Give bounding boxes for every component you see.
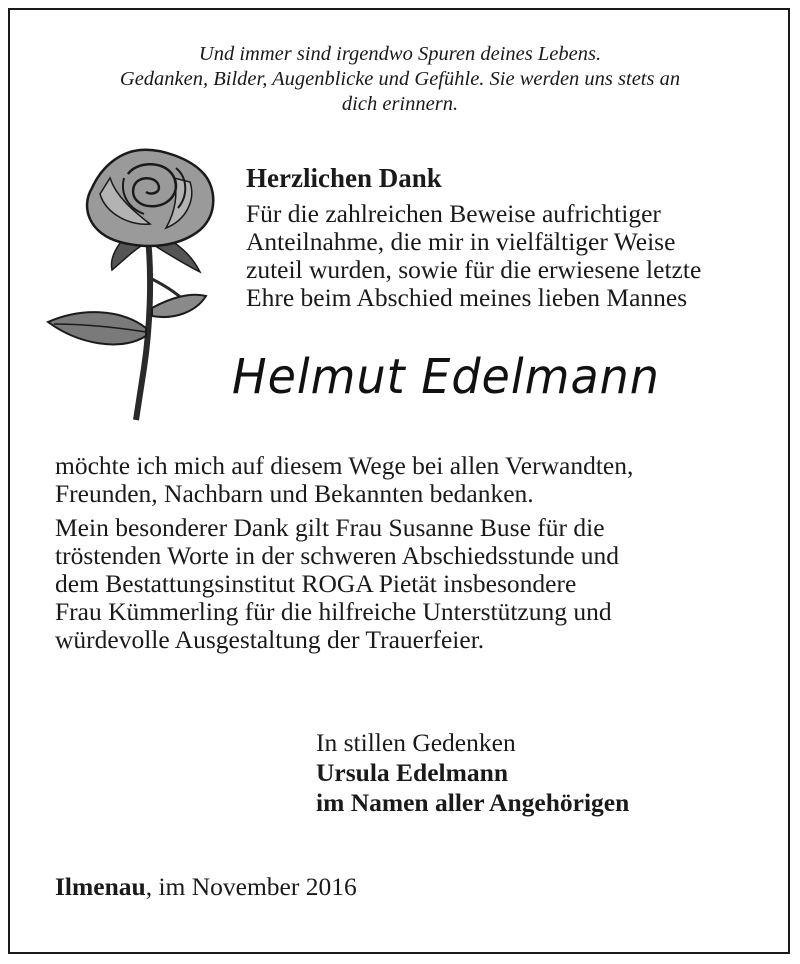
- body-line: würdevolle Ausgestaltung der Trauerfeier.: [55, 625, 485, 654]
- place-date: [55, 872, 357, 902]
- body-line: tröstenden Worte in der schweren Abschiedsstunde und: [55, 541, 620, 570]
- body-line: dem Bestattungsinstitut ROGA Pietät insbesondere: [55, 569, 577, 598]
- closing-block: [316, 728, 629, 818]
- rose-icon: [40, 138, 240, 423]
- motto: [40, 42, 760, 117]
- motto-line: Gedanken, Bilder, Augenblicke und Gefühle. Sie werden uns stets an: [119, 68, 681, 90]
- thanks-line: Ehre beim Abschied meines lieben Mannes: [246, 283, 688, 312]
- deceased-name: Helmut Edelmann: [232, 347, 660, 405]
- body-paragraph-1: [55, 452, 633, 508]
- body-line: Frau Kümmerling für die hilfreiche Unterstützung und: [55, 597, 612, 626]
- thanks-text: [246, 200, 701, 312]
- signer-name: Ursula Edelmann: [316, 758, 508, 787]
- date: , im November 2016: [145, 872, 357, 901]
- closing-relatives: im Namen aller Angehörigen: [316, 788, 630, 817]
- body-paragraph-2: [55, 514, 619, 654]
- thanks-line: zuteil wurden, sowie für die erwiesene letzte: [246, 255, 702, 284]
- motto-line: Und immer sind irgendwo Spuren deines Lebens.: [198, 43, 602, 65]
- thanks-line: Für die zahlreichen Beweise aufrichtiger: [246, 199, 661, 228]
- closing-line: In stillen Gedenken: [316, 728, 516, 757]
- body-line: Freunden, Nachbarn und Bekannten bedanken.: [55, 479, 534, 508]
- motto-line: dich erinnern.: [341, 93, 459, 115]
- thanks-title: Herzlichen Dank: [246, 163, 442, 193]
- body-line: möchte ich mich auf diesem Wege bei allen Verwandten,: [55, 451, 634, 480]
- thanks-line: Anteilnahme, die mir in vielfältiger Weise: [246, 227, 676, 256]
- place: Ilmenau: [55, 872, 146, 901]
- body-line: Mein besonderer Dank gilt Frau Susanne Buse für die: [55, 513, 605, 542]
